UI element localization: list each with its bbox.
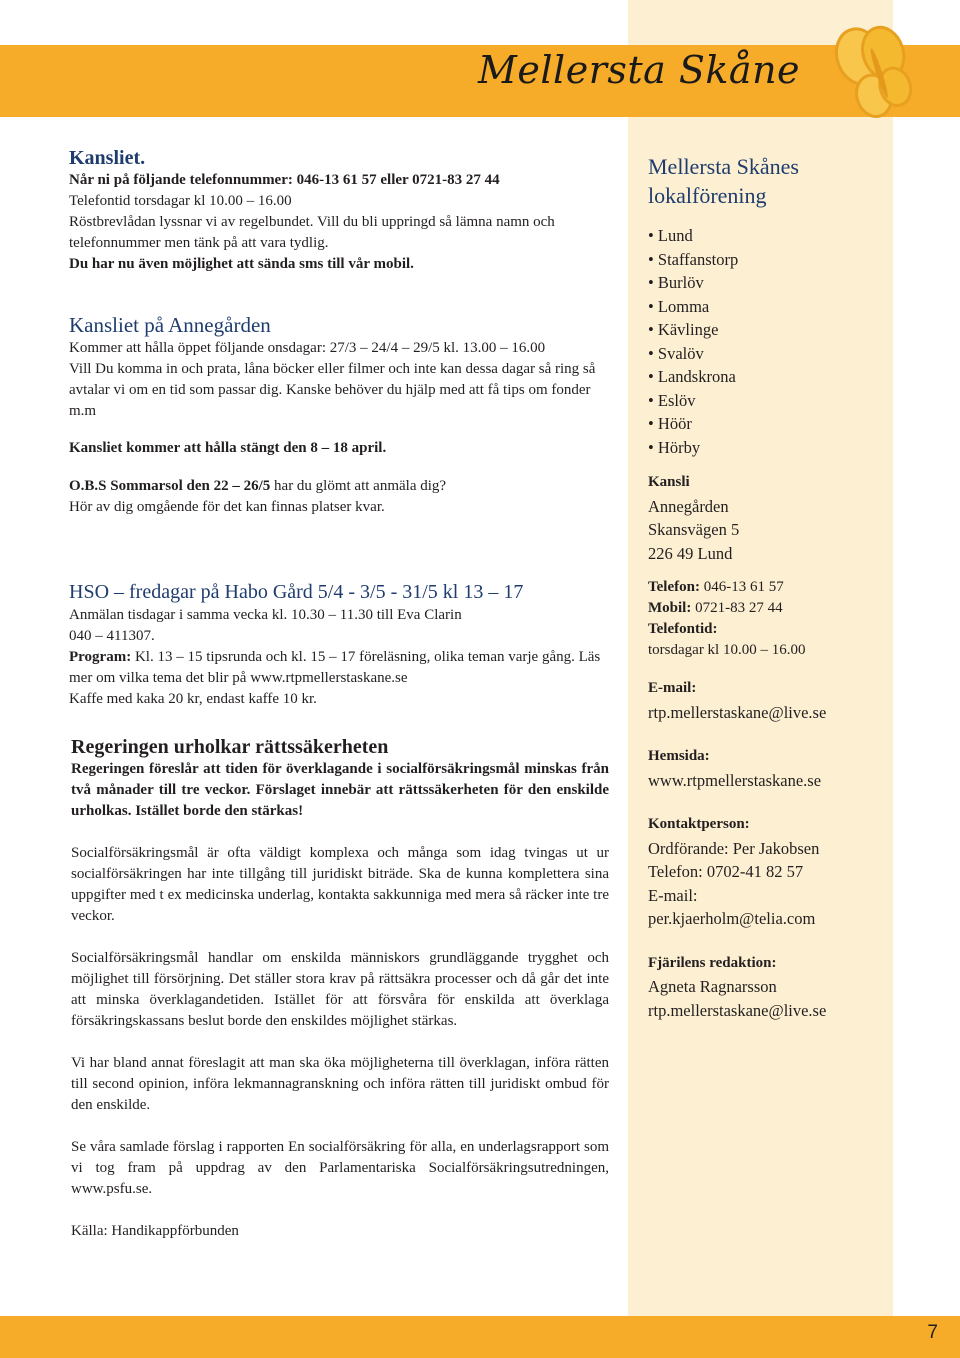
sidebar-kansli [648, 471, 883, 565]
butterfly-logo-icon [828, 20, 938, 125]
page-title: Mellersta Skåne [478, 48, 801, 92]
obs-sommarsol-line2: Hör av dig omgående för det kan finnas platser kvar. [69, 499, 385, 515]
obs-sommarsol-rest: har du glömt att anmäla dig? [270, 478, 447, 494]
article-paragraph-1: Socialförsäkringsmål är ofta väldigt komplexa och många som idag tvingas ut ur socialförsäkringen har inte tillgång till juridiskt biträde. Ska de kunna komplettera sina uppgifter med t ex medicinska underlag, kontakta sakkunniga med mera så räcker inte tre veckor. [71, 845, 609, 924]
hemsida-label: Hemsida: [648, 748, 710, 764]
town-list-item: • Lund [648, 224, 883, 248]
annegarden-opening-days: Kommer att hålla öppet följande onsdagar: 27/3 – 24/4 – 29/5 kl. 13.00 – 16.00 [69, 340, 546, 356]
telefon-label: Telefon: [648, 579, 700, 595]
town-list-item: • Burlöv [648, 271, 883, 295]
telefontid-label: Telefontid: [648, 621, 718, 637]
sidebar-editor-block [648, 952, 883, 1023]
email-link[interactable]: rtp.mellerstaskane@live.se [648, 702, 827, 722]
town-list-item: • Höör [648, 412, 883, 436]
page-number: 7 [927, 1322, 938, 1343]
kansliet-heading: Kansliet. [69, 147, 146, 169]
mobil-label: Mobil: [648, 600, 692, 616]
annegarden-heading: Kansliet på Annegården [69, 313, 271, 337]
kansliet-voicemail: Röstbrevlådan lyssnar vi av regelbundet. Vill du bli uppringd så lämna namn och telefonnummer men tänk på att vara tydlig. [69, 214, 555, 251]
annegarden-closed-notice: Kansliet kommer att hålla stängt den 8 – 18 april. [69, 440, 387, 456]
town-list-item: • Eslöv [648, 389, 883, 413]
hso-registration: Anmälan tisdagar i samma vecka kl. 10.30 – 11.30 till Eva Clarin [69, 607, 462, 623]
town-list-item: • Lomma [648, 295, 883, 319]
kontakt-label: Kontaktperson: [648, 816, 750, 832]
town-list [648, 224, 883, 459]
article-title: Regeringen urholkar rättssäkerheten [71, 736, 389, 758]
redaktion-label: Fjärilens redaktion: [648, 954, 777, 971]
website-link[interactable]: www.rtpmellerstaskane.se [648, 770, 822, 790]
kansli-line: Annegården [648, 496, 729, 516]
contact-line: Ordförande: Per Jakobsen [648, 838, 820, 858]
mobil-value: 0721-83 27 44 [691, 600, 783, 616]
contact-line: Telefon: 0702-41 82 57 [648, 862, 804, 881]
annegarden-visit-info: Vill Du komma in och prata, låna böcker eller filmer och inte kan dessa dagar så ring så avtalar vi om en tid som passar dig. Kanske behöver du hjälp med att få tips om fonder m.m [69, 361, 596, 419]
obs-sommarsol [69, 476, 617, 497]
article-paragraph-2: Socialförsäkringsmål handlar om enskilda människors grundläggande trygghet och möjlighet till försörjning. Det ställer stora krav på rättsäkra processer och då går det inte att minska överklagandetiden. Istället för att försvåra för enskilda att överklaga försäkringskassans beslut borde den enskildes möjlighet stärkas. [71, 950, 609, 1029]
article-section [71, 735, 609, 1242]
editor-line: Agneta Ragnarsson [648, 977, 777, 996]
hso-program-label: Program: [69, 649, 132, 665]
footer-band [0, 1316, 960, 1358]
obs-sommarsol-bold: O.B.S Sommarsol den 22 – 26/5 [69, 478, 271, 494]
article-lead: Regeringen föreslår att tiden för överklagande i socialförsäkringsmål minskas från två månader till tre veckor. Förslaget innebär att rättssäkerheten för den enskilde urholkas. Istället borde den stärkas! [71, 761, 609, 819]
article-source: Källa: Handikappförbunden [71, 1223, 239, 1239]
editor-email-link[interactable]: rtp.mellerstaskane@live.se [648, 1000, 827, 1020]
kansli-line: Skansvägen 5 [648, 520, 740, 539]
town-list-item: • Kävlinge [648, 318, 883, 342]
email-label: E-mail: [648, 680, 697, 696]
telefon-value: 046-13 61 57 [699, 579, 784, 595]
town-list-item: • Staffanstorp [648, 248, 883, 272]
article-paragraph-3: Vi har bland annat föreslagit att man ska öka möjligheterna till överklagan, införa rätten till second opinion, införa lekmannagranskning och införa rätten till juridiskt ombud för den enskilde. [71, 1055, 609, 1113]
sidebar-website-block [648, 745, 883, 792]
town-list-item: • Hörby [648, 436, 883, 460]
annegarden-section [69, 312, 617, 518]
town-list-item: • Landskrona [648, 365, 883, 389]
telefontid-value: torsdagar kl 10.00 – 16.00 [648, 642, 806, 658]
hso-program [69, 647, 617, 689]
kansliet-sms: Du har nu även möjlighet att sända sms till vår mobil. [69, 256, 414, 272]
sidebar-phone-block [648, 577, 883, 661]
kansli-line: 226 49 Lund [648, 543, 733, 563]
hso-section [69, 580, 617, 710]
contact-line: E-mail: [648, 885, 698, 905]
hso-heading: HSO – fredagar på Habo Gård 5/4 - 3/5 - 31/5 kl 13 – 17 [69, 581, 524, 603]
sidebar-email-block [648, 677, 883, 724]
sidebar [648, 152, 883, 1022]
kansliet-section [69, 146, 617, 275]
article-paragraph-4: Se våra samlade förslag i rapporten En socialförsäkring för alla, en underlagsrapport som vi tog fram på uppdrag av den Parlamentariska Socialförsäkringsutredningen, www.psfu.se. [71, 1139, 609, 1197]
kansliet-phone-hours: Telefontid torsdagar kl 10.00 – 16.00 [69, 193, 292, 209]
hso-coffee: Kaffe med kaka 20 kr, endast kaffe 10 kr. [69, 691, 317, 707]
town-list-item: • Svalöv [648, 342, 883, 366]
kansli-label: Kansli [648, 474, 690, 490]
kansliet-phone-line: Når ni på följande telefonnummer: 046-13 61 57 eller 0721-83 27 44 [69, 172, 500, 188]
contact-email-link[interactable]: per.kjaerholm@telia.com [648, 909, 816, 928]
hso-phone: 040 – 411307. [69, 628, 155, 644]
hso-program-text: Kl. 13 – 15 tipsrunda och kl. 15 – 17 föreläsning, olika teman varje gång. Läs mer om vilka tema det blir på www.rtpmellerstaskane.se [69, 649, 601, 686]
sidebar-contact-block [648, 813, 883, 931]
sidebar-title: Mellersta Skånes lokalförening [648, 154, 799, 208]
